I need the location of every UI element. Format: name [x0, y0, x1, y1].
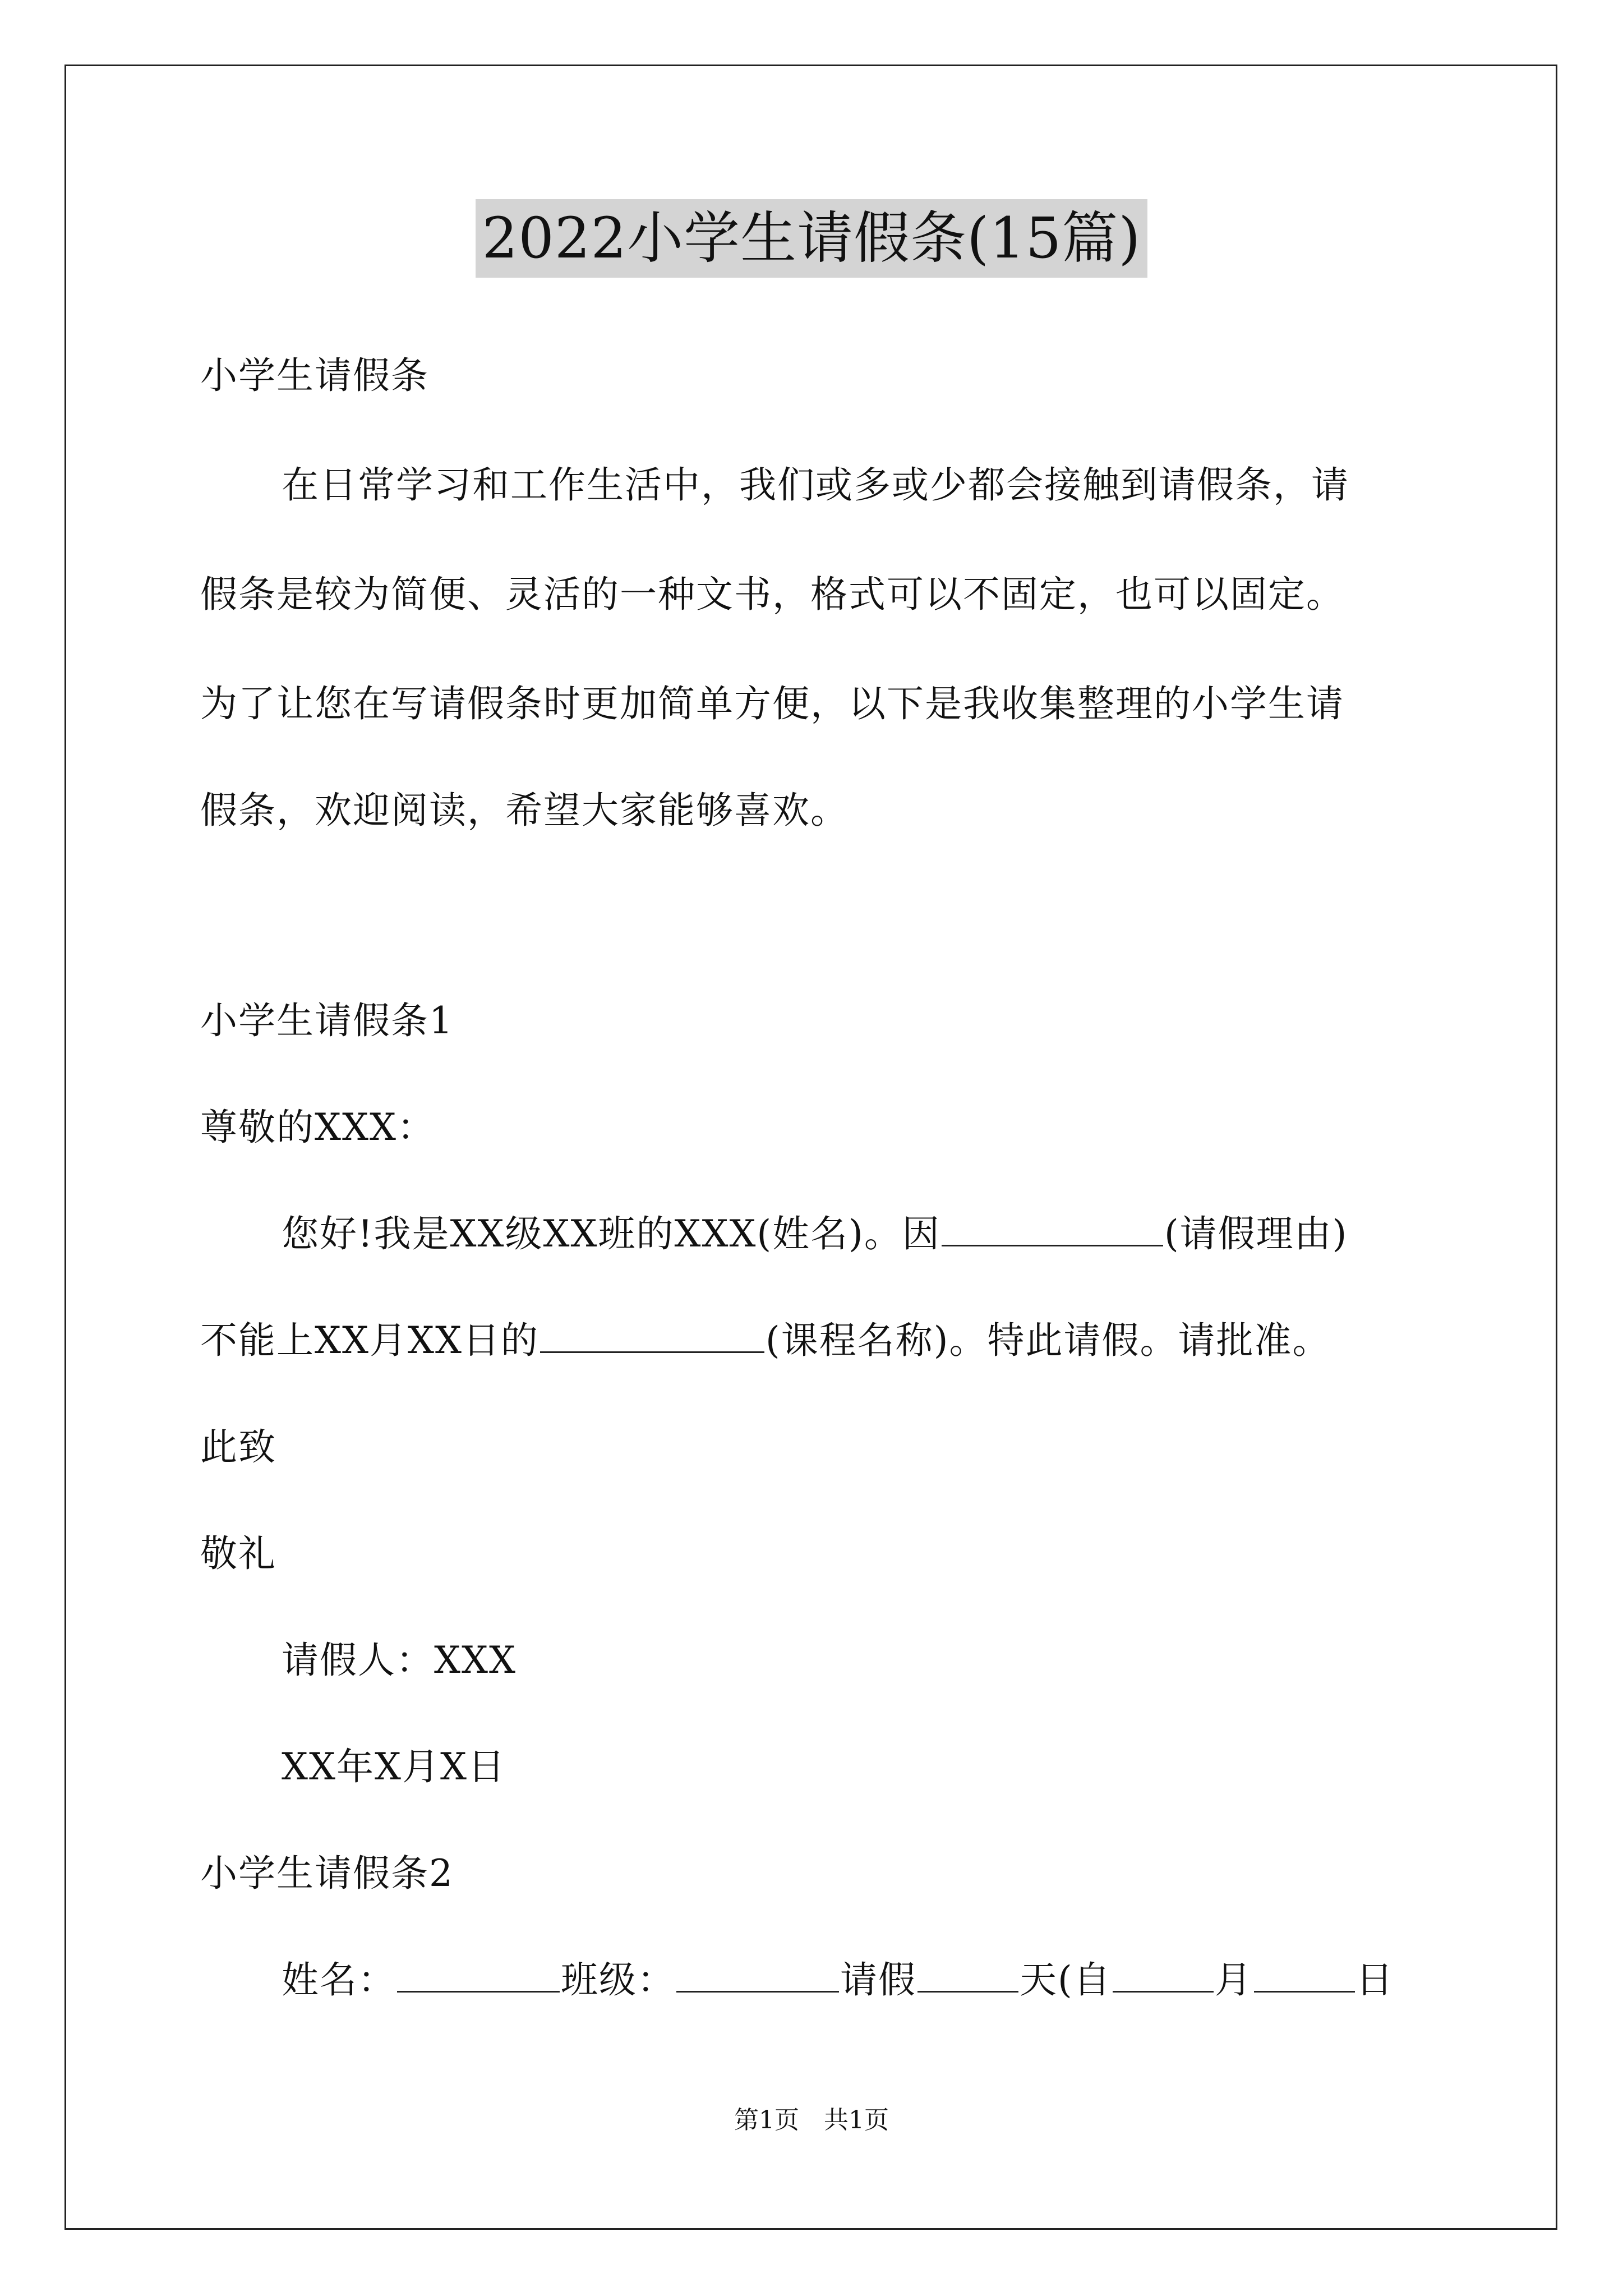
form-days-label: 天(自: [1020, 1958, 1112, 2001]
sample1-body-line-2-end: (课程名称)。特此请假。请批准。: [765, 1319, 1331, 1362]
sample1-body-line-2: [200, 1315, 1330, 1366]
sample1-body-line-1-end: (请假理由): [1164, 1212, 1348, 1255]
sample1-heading: 小学生请假条1: [200, 999, 454, 1042]
month-blank: [1113, 1957, 1214, 1993]
day-blank: [1254, 1957, 1355, 1993]
reason-blank: [942, 1211, 1163, 1246]
signer-line: 请假人：XXX: [282, 1639, 517, 1682]
closing-line-2: 敬礼: [200, 1532, 276, 1575]
intro-line-1: 在日常学习和工作生活中，我们或多或少都会接触到请假条，请: [282, 463, 1349, 507]
sample1-body-line-1-start: 您好!我是XX级XX班的XXX(姓名)。因: [282, 1212, 940, 1255]
date-line: XX年X月X日: [282, 1745, 506, 1788]
intro-heading: 小学生请假条: [200, 354, 429, 397]
form-day-label: 日: [1355, 1958, 1394, 2001]
sample1-body-line-1: [282, 1209, 1348, 1259]
closing-line-1: 此致: [200, 1425, 276, 1469]
form-name-label: 姓名：: [282, 1958, 396, 2001]
form-leave-label: 请假: [840, 1958, 916, 2001]
sample1-body-line-2-start: 不能上XX月XX日的: [200, 1319, 539, 1362]
days-blank: [917, 1957, 1018, 1993]
name-blank: [397, 1957, 560, 1993]
sample2-heading: 小学生请假条2: [200, 1852, 454, 1895]
intro-line-3: 为了让您在写请假条时更加简单方便，以下是我收集整理的小学生请: [200, 682, 1344, 725]
class-blank: [676, 1957, 839, 1993]
intro-line-4: 假条，欢迎阅读，希望大家能够喜欢。: [200, 789, 849, 832]
form-class-label: 班级：: [561, 1958, 675, 2001]
sample2-form-line: [282, 1955, 1394, 2005]
sample1-salutation: 尊敬的XXX：: [200, 1106, 435, 1149]
form-month-label: 月: [1214, 1958, 1253, 2001]
intro-line-2: 假条是较为简便、灵活的一种文书，格式可以不固定，也可以固定。: [200, 573, 1344, 616]
course-blank: [540, 1318, 764, 1353]
document-title: 2022小学生请假条(15篇): [476, 199, 1148, 278]
page-footer: 第1页 共1页: [734, 2106, 889, 2134]
title-container: [0, 199, 1623, 278]
